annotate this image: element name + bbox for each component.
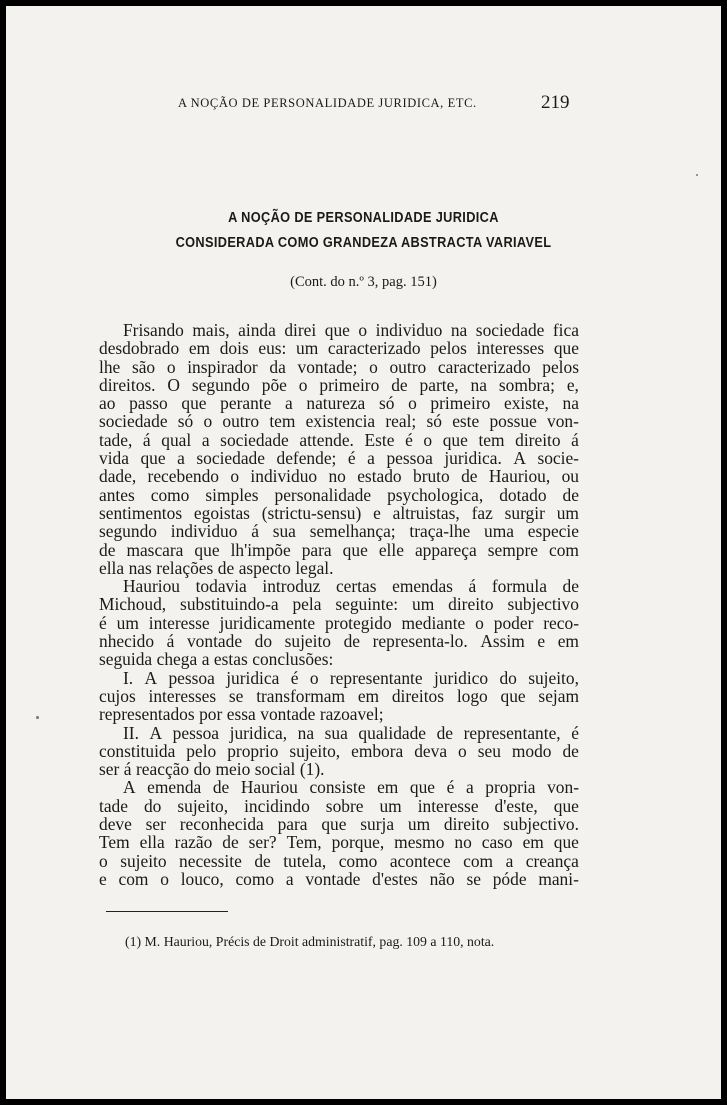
- body-line: Hauriou todavia introduz certas emendas á formula de: [123, 576, 579, 597]
- body-line: II. A pessoa juridica, na sua qualidade de representante, é: [123, 722, 579, 743]
- body-text: [99, 321, 579, 888]
- book-page: [6, 6, 721, 1099]
- running-head: A NOÇÃO DE PERSONALIDADE JURIDICA, ETC.: [178, 96, 477, 110]
- article-title-line-2: CONSIDERADA COMO GRANDEZA ABSTRACTA VARIAVEL: [175, 235, 552, 251]
- body-line: segundo individuo á sua semelhança; traça-lhe uma especie: [99, 521, 579, 542]
- body-line: vida que a sociedade defende; é a pessoa juridica. A socie-: [99, 448, 579, 469]
- body-line: nhecido á vontade do sujeito de representa-lo. Assim e em: [99, 631, 579, 652]
- body-line: lhe são o inspirador da vontade; o outro caracterizado pelos: [99, 356, 579, 377]
- scan-speck: [696, 174, 698, 176]
- body-line: o sujeito necessite de tutela, como acontece com a creança: [99, 850, 579, 871]
- body-line: deve ser reconhecida para que surja um direito subjectivo.: [99, 814, 579, 835]
- body-line: sociedade só o outro tem existencia real; só este possue von-: [99, 411, 579, 432]
- body-line: tade, á qual a sociedade attende. Este é o que tem direito á: [99, 429, 579, 450]
- body-line: Michoud, substituindo-a pela seguinte: um direito subjectivo: [99, 594, 579, 615]
- body-line: seguida chega a estas conclusões:: [99, 649, 334, 670]
- continuation-note: (Cont. do n.º 3, pag. 151): [290, 274, 437, 290]
- footnote: (1) M. Hauriou, Précis de Droit administratif, pag. 109 a 110, nota.: [125, 934, 495, 949]
- body-line: Tem ella razão de ser? Tem, porque, mesmo no caso em que: [99, 832, 579, 853]
- body-line: e com o louco, como a vontade d'estes não se póde mani-: [99, 868, 579, 889]
- body-line: A emenda de Hauriou consiste em que é a propria von-: [123, 777, 579, 798]
- body-line: ao passo que perante a natureza só o primeiro existe, na: [99, 393, 579, 414]
- body-line: dade, recebendo o individuo no estado bruto de Hauriou, ou: [99, 466, 579, 487]
- body-line: I. A pessoa juridica é o representante juridico do sujeito,: [123, 667, 579, 688]
- body-line: Frisando mais, ainda direi que o individuo na sociedade fica: [123, 320, 579, 340]
- body-line: cujos interesses se transformam em direitos logo que sejam: [99, 685, 579, 706]
- body-line: antes como simples personalidade psychologica, dotado de: [99, 484, 579, 505]
- body-line: é um interesse juridicamente protegido mediante o poder reco-: [99, 612, 579, 633]
- body-line: sentimentos egoistas (strictu-sensu) e altruistas, faz surgir um: [99, 502, 579, 523]
- body-line: ella nas relações de aspecto legal.: [99, 557, 334, 578]
- body-line: representados por essa vontade razoavel;: [99, 704, 384, 725]
- article-title-line-1: A NOÇÃO DE PERSONALIDADE JURIDICA: [228, 210, 499, 226]
- page-number: 219: [541, 92, 570, 113]
- body-line: ser á reacção do meio social (1).: [99, 759, 325, 780]
- footnote-rule: [106, 911, 228, 912]
- body-line: tade do sujeito, incidindo sobre um interesse d'este, que: [99, 795, 579, 816]
- body-line: direitos. O segundo põe o primeiro de parte, na sombra; e,: [99, 374, 579, 395]
- body-line: constituida pelo proprio sujeito, embora deva o seu modo de: [99, 740, 579, 761]
- body-line: de mascara que lh'impõe para que elle appareça sempre com: [99, 539, 579, 560]
- body-line: desdobrado em dois eus: um caracterizado pelos interesses que: [99, 338, 579, 359]
- scan-speck: [36, 716, 39, 719]
